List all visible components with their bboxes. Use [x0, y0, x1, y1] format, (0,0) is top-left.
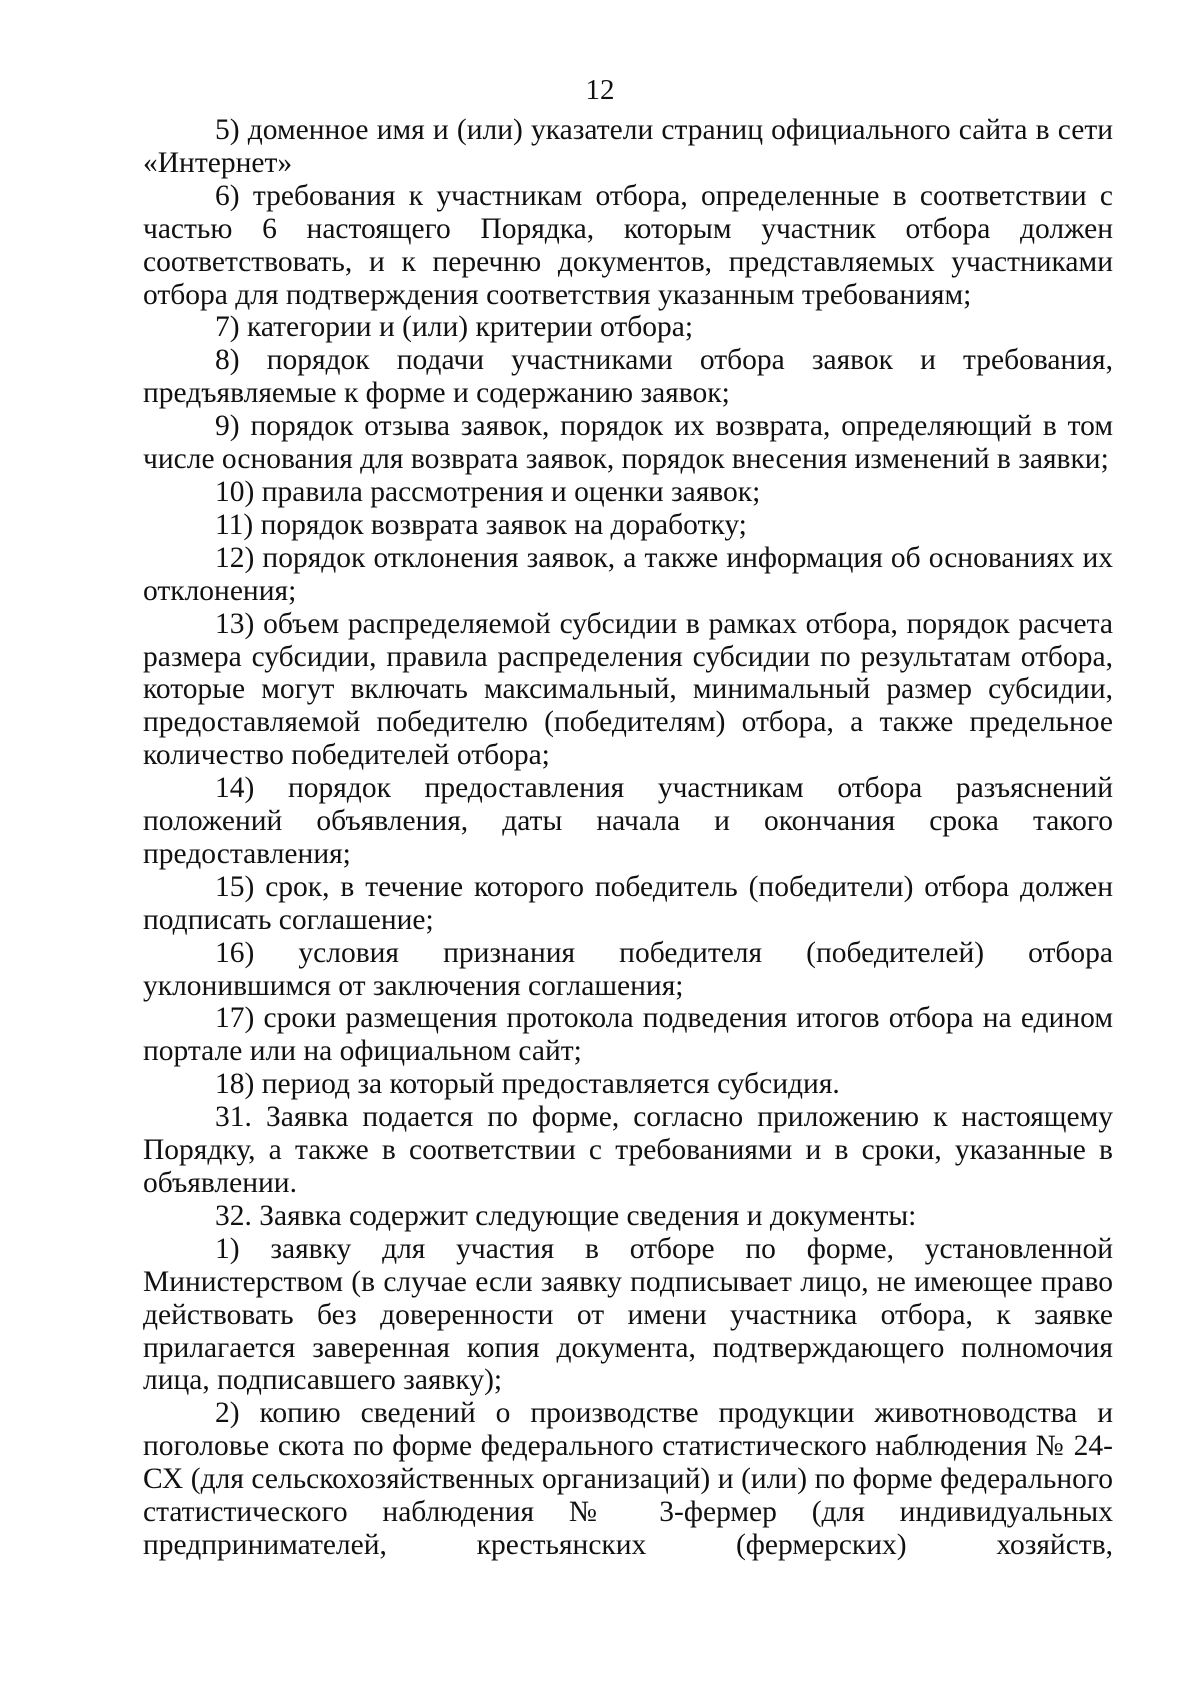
page-number: 12: [585, 74, 615, 106]
paragraph-item-8: 8) порядок подачи участниками отбора заявок и требования, предъявляемые к форме и содержанию заявок;: [143, 344, 1113, 410]
paragraph-item-14: 14) порядок предоставления участникам отбора разъяснений положений объявления, даты начала и окончания срока такого предоставления;: [143, 772, 1113, 870]
paragraph-section-32: 32. Заявка содержит следующие сведения и документы:: [215, 1199, 917, 1232]
paragraph-item-15: 15) срок, в течение которого победитель (победители) отбора должен подписать соглашение;: [143, 870, 1113, 936]
paragraph-item-18: 18) период за который предоставляется субсидия.: [215, 1068, 840, 1101]
paragraph-item-12: 12) порядок отклонения заявок, а также информация об основаниях их отклонения;: [143, 541, 1113, 607]
paragraph-item-10: 10) правила рассмотрения и оценки заявок;: [215, 475, 761, 508]
document-body: [143, 114, 1113, 1562]
paragraph-item-7: 7) категории и (или) критерии отбора;: [215, 311, 694, 344]
paragraph-subitem-1: 1) заявку для участия в отборе по форме, установленной Министерством (в случае если заявку подписывает лицо, не имеющее право действовать без доверенности от имени участника отбора, к заявке прилагается заверенная копия документа, подтверждающего полномочия лица, подписавшего заявку);: [143, 1232, 1113, 1397]
paragraph-item-5: 5) доменное имя и (или) указатели страниц официального сайта в сети «Интернет»: [143, 114, 1113, 179]
paragraph-item-9: 9) порядок отзыва заявок, порядок их возврата, определяющий в том числе основания для возврата заявок, порядок внесения изменений в заявки;: [143, 410, 1113, 476]
paragraph-item-6: 6) требования к участникам отбора, определенные в соответствии с частью 6 настоящего Порядка, которым участник отбора должен соответствовать, и к перечню документов, представляемых участниками отбора для подтверждения соответствия указанным требованиям;: [143, 179, 1113, 311]
paragraph-item-11: 11) порядок возврата заявок на доработку;: [215, 508, 747, 541]
paragraph-item-16: 16) условия признания победителя (победителей) отбора уклонившимся от заключения соглашения;: [143, 936, 1113, 1002]
paragraph-subitem-2: 2) копию сведений о производстве продукции животноводства и поголовье скота по форме федерального статистического наблюдения № 24-СХ (для сельскохозяйственных организаций) и (или) по форме федерального статистического наблюдения № 3-фермер (для индивидуальных предпринимателей, крестьянских (фермерских) хозяйств,: [143, 1397, 1113, 1561]
paragraph-section-31: 31. Заявка подается по форме, согласно приложению к настоящему Порядку, а также в соответствии с требованиями и в сроки, указанные в объявлении.: [143, 1101, 1113, 1199]
paragraph-item-17: 17) сроки размещения протокола подведения итогов отбора на едином портале или на официальном сайт;: [143, 1002, 1113, 1068]
paragraph-item-13: 13) объем распределяемой субсидии в рамках отбора, порядок расчета размера субсидии, правила распределения субсидии по результатам отбора, которые могут включать максимальный, минимальный размер субсидии, предоставляемой победителю (победителям) отбора, а также предельное количество победителей отбора;: [143, 607, 1113, 772]
